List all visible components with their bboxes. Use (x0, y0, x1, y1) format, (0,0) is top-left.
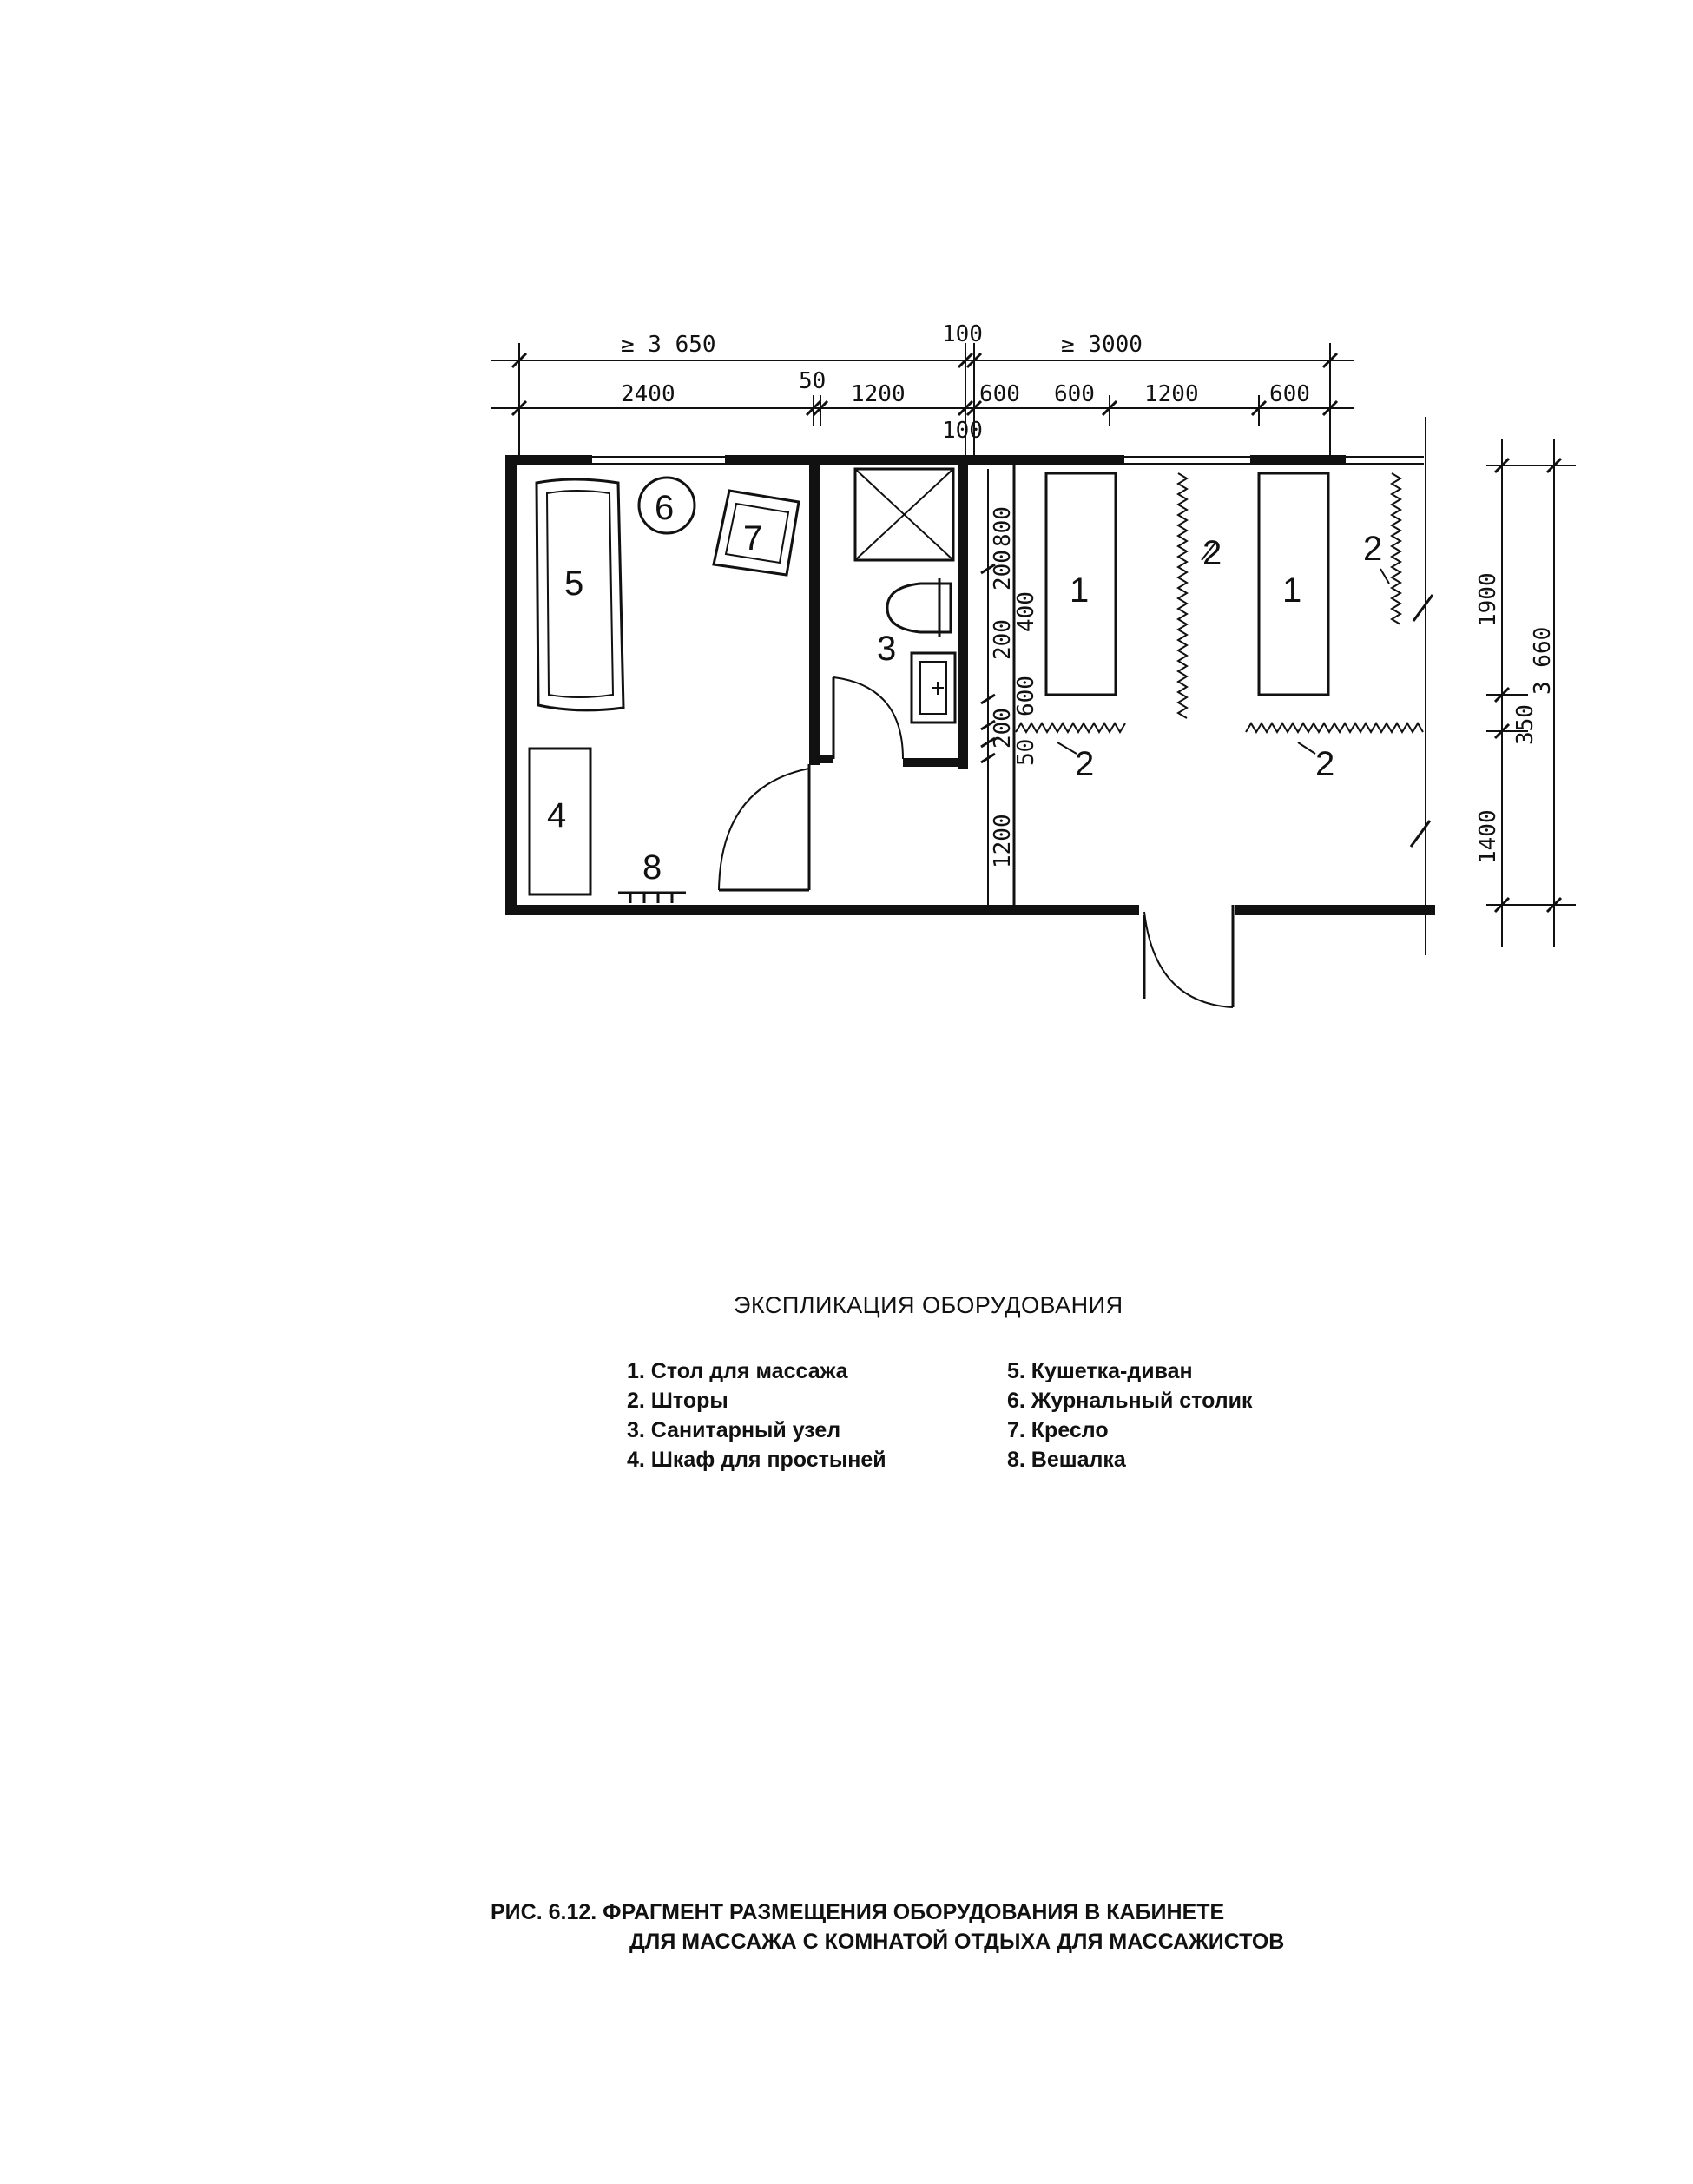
legend-item: 3. Санитарный узел (627, 1418, 841, 1442)
dim-1200-inner: 1200 (990, 814, 1016, 868)
label-7: 7 (743, 519, 763, 558)
dim-1900: 1900 (1475, 572, 1501, 627)
curtains (1016, 473, 1423, 754)
dim-overall-left: ≥ 3 650 (621, 332, 716, 358)
figure-caption-line1: РИС. 6.12. ФРАГМЕНТ РАЗМЕЩЕНИЯ ОБОРУДОВАНИЯ В КАБИНЕТЕ (491, 1900, 1225, 1924)
coat-rack (618, 893, 686, 903)
dim-600a: 600 (979, 381, 1020, 407)
legend-left-column (627, 1356, 886, 1475)
figure-caption-line2: ДЛЯ МАССАЖА С КОМНАТОЙ ОТДЫХА ДЛЯ МАССАЖИСТОВ (629, 1930, 1285, 1954)
legend-item: 5. Кушетка-диван (1007, 1359, 1193, 1383)
legend-item: 2. Шторы (627, 1389, 728, 1413)
label-1a: 1 (1070, 571, 1090, 610)
legend-item: 1. Стол для массажа (627, 1359, 848, 1383)
dim-1400: 1400 (1475, 809, 1501, 864)
label-3: 3 (877, 630, 897, 668)
dim-50-inner: 50 (1013, 738, 1039, 766)
wc-door (833, 677, 903, 759)
dim-overall-right: ≥ 3000 (1061, 332, 1143, 358)
dim-100b: 100 (942, 418, 983, 444)
dim-200a: 200 (990, 550, 1016, 591)
label-8: 8 (642, 848, 662, 887)
dim-600: 600 (1013, 676, 1039, 716)
rest-room-door (719, 764, 809, 890)
shower-tray (855, 469, 953, 560)
legend-item: 6. Журнальный столик (1007, 1389, 1253, 1413)
label-2b: 2 (1363, 530, 1383, 568)
dim-400: 400 (1013, 591, 1039, 632)
dim-200c: 200 (990, 708, 1016, 749)
legend-title: ЭКСПЛИКАЦИЯ ОБОРУДОВАНИЯ (734, 1292, 1123, 1318)
label-2c: 2 (1075, 745, 1095, 783)
dim-50: 50 (799, 368, 827, 394)
label-2a: 2 (1202, 534, 1222, 572)
dim-200b: 200 (990, 619, 1016, 660)
legend-right-column (1007, 1356, 1252, 1475)
legend-item: 4. Шкаф для простыней (627, 1448, 886, 1472)
dim-1200b: 1200 (1144, 381, 1199, 407)
label-4: 4 (547, 796, 567, 835)
dim-800: 800 (990, 506, 1016, 547)
washbasin (912, 653, 955, 723)
label-5: 5 (564, 564, 584, 603)
toilet (887, 578, 951, 637)
dim-600c: 600 (1269, 381, 1310, 407)
label-6: 6 (655, 489, 675, 527)
entrance-door (1144, 905, 1233, 1007)
dim-1200a: 1200 (851, 381, 906, 407)
legend-item: 7. Кресло (1007, 1418, 1109, 1442)
legend-item: 8. Вешалка (1007, 1448, 1126, 1472)
dim-3660: 3 660 (1530, 626, 1556, 695)
dim-2400: 2400 (621, 381, 675, 407)
label-1b: 1 (1282, 571, 1302, 610)
dim-600b: 600 (1054, 381, 1095, 407)
dim-350: 350 (1512, 704, 1538, 745)
dim-gap-100: 100 (942, 321, 983, 347)
label-2d: 2 (1315, 745, 1335, 783)
